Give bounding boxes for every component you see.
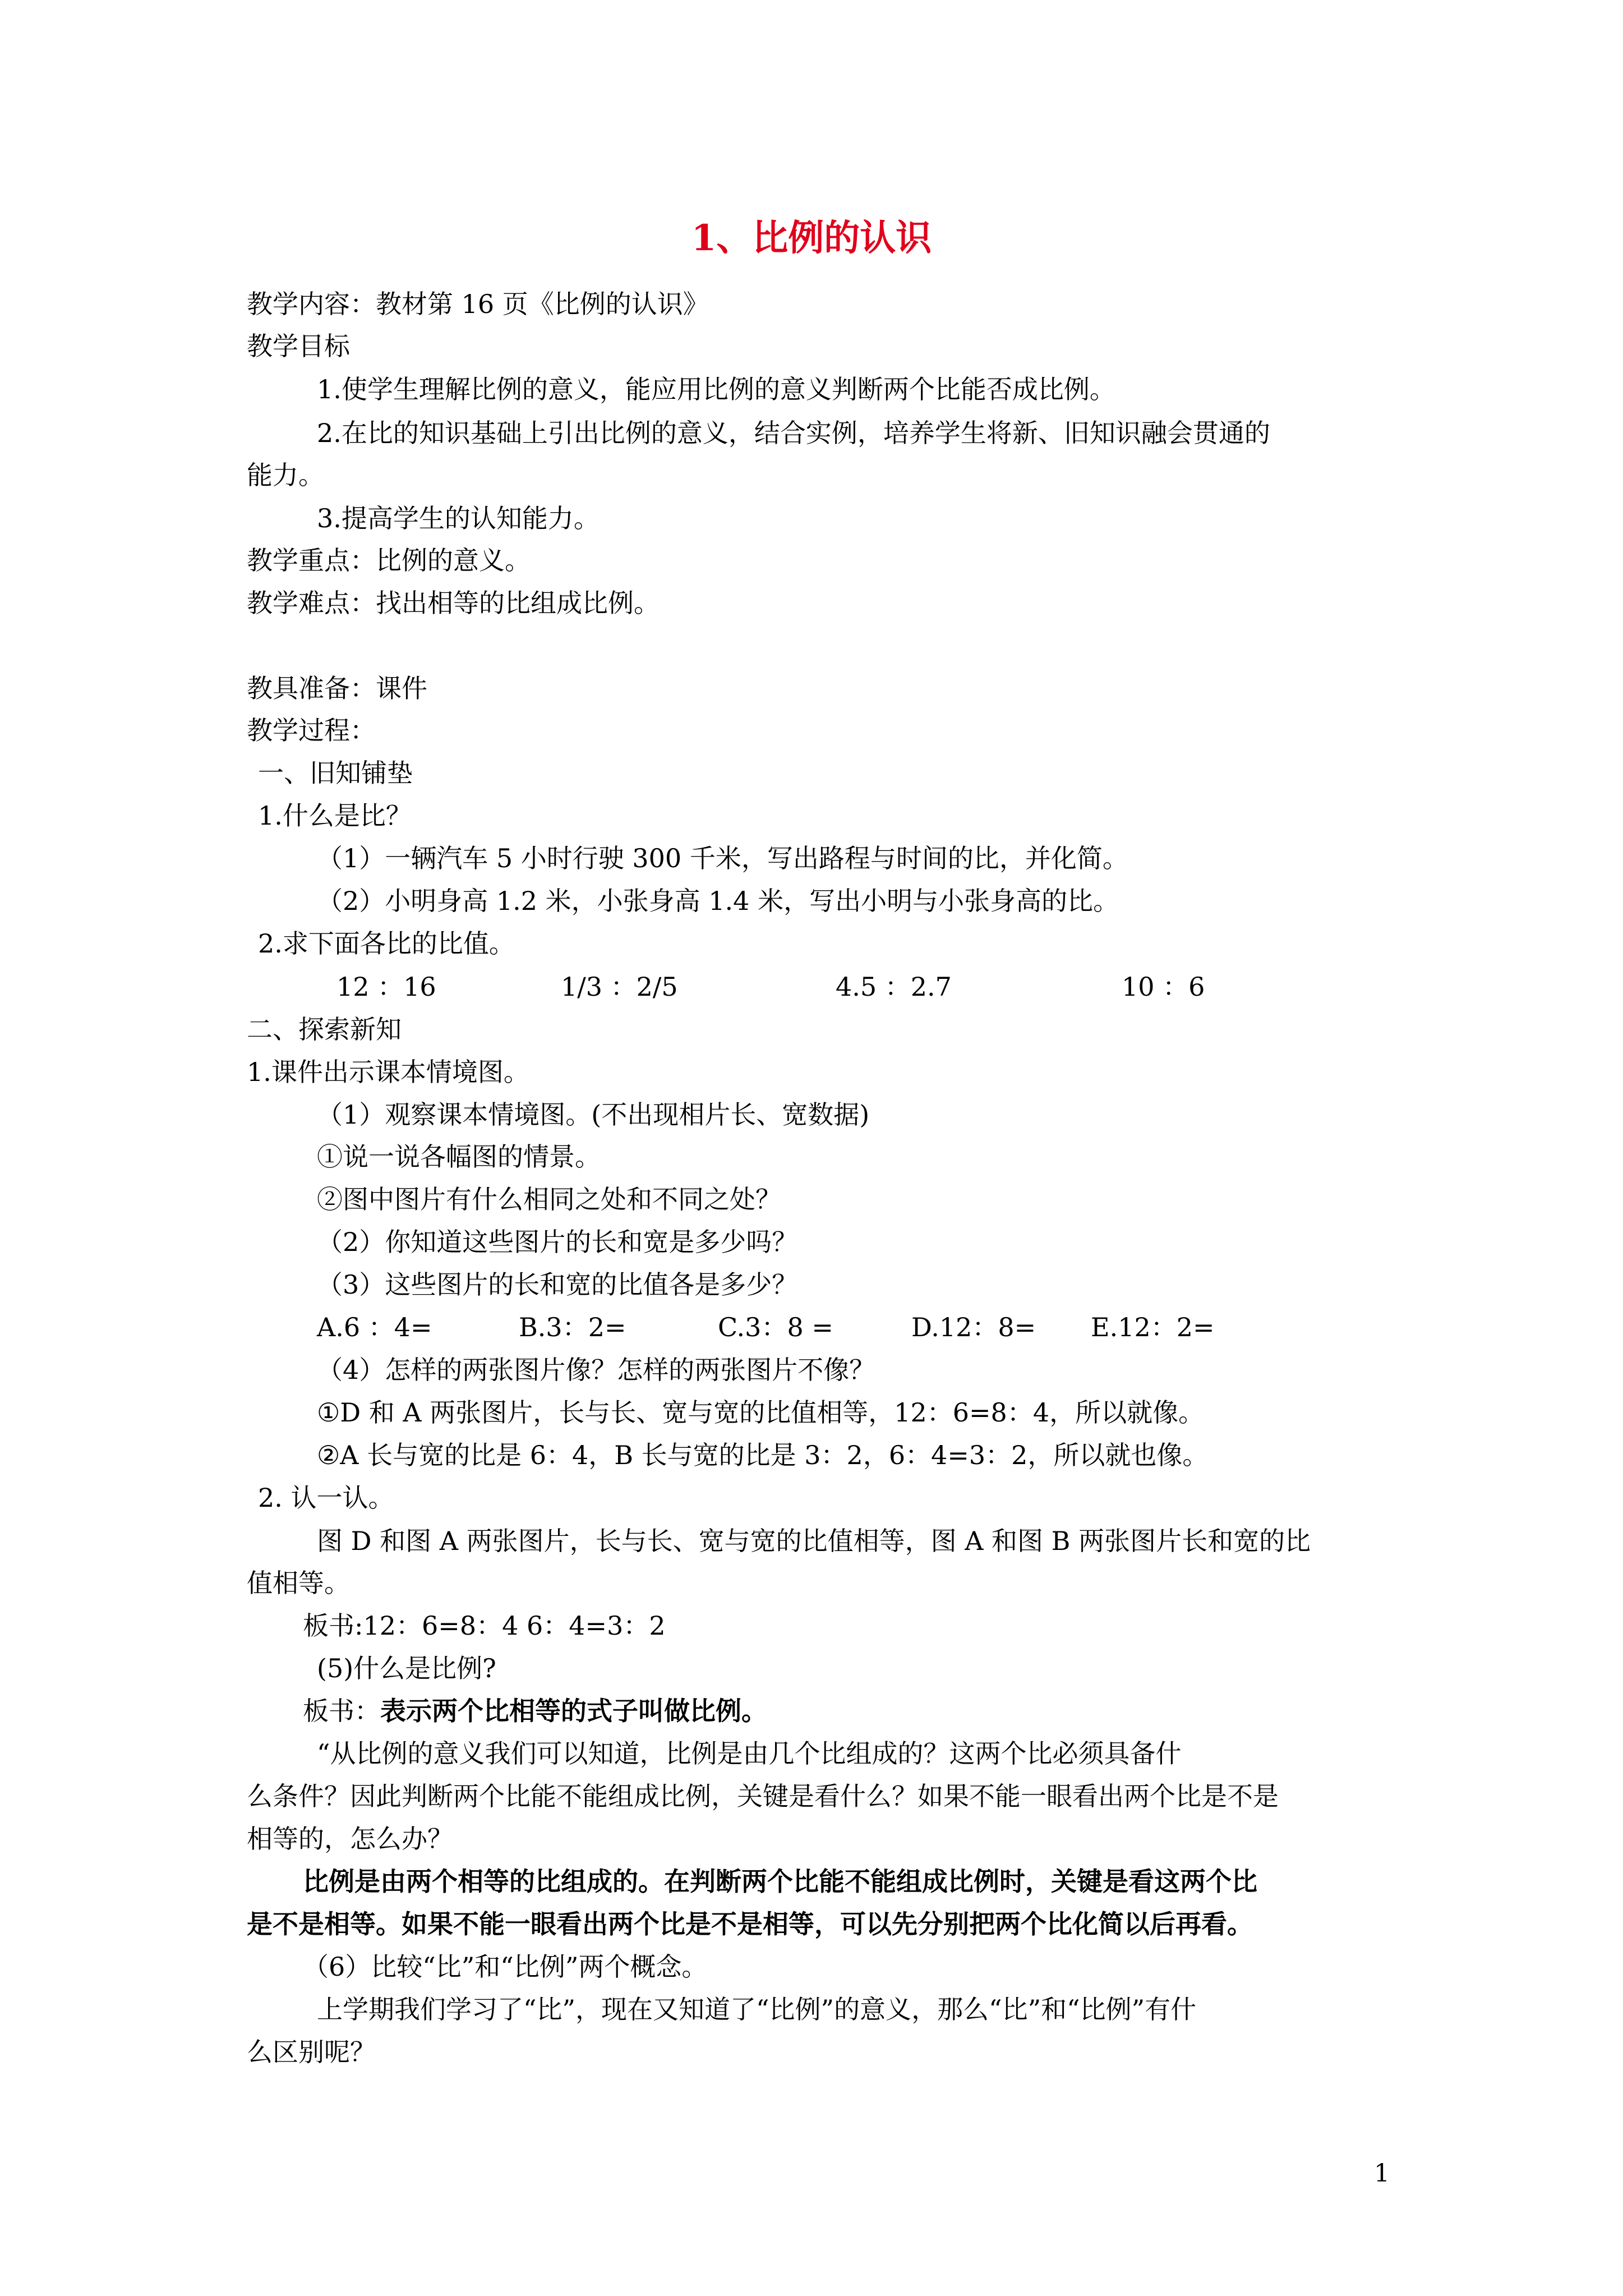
part-1-4-b: ②A 长与宽的比是 6：4，B 长与宽的比是 3：2，6：4=3：2，所以就也像。: [317, 1440, 1209, 1470]
part-5: (5)什么是比例?: [317, 1653, 496, 1683]
part-2-line-1: 图 D 和图 A 两张图片，长与长、宽与宽的比值相等，图 A 和图 B 两张图片长和宽的比: [317, 1526, 1311, 1556]
part-1: 1.课件出示课本情境图。: [247, 1057, 529, 1087]
tools: 教具准备：课件: [247, 673, 427, 703]
part-6: （6）比较“比”和“比例”两个概念。: [303, 1952, 708, 1982]
board-note-1: 板书:12：6=8：4 6：4=3：2: [303, 1611, 666, 1641]
process-heading: 教学过程：: [247, 715, 376, 746]
ratio-item: 10 ：6: [1122, 972, 1205, 1002]
ratio-item: 12 ：16: [336, 972, 436, 1002]
key-point: 教学重点：比例的意义。: [247, 545, 531, 576]
board-label: 板书：: [303, 1696, 380, 1726]
part-1-1-a: ①说一说各幅图的情景。: [317, 1142, 601, 1172]
content-line: 教学内容：教材第 16 页《比例的认识》: [247, 289, 709, 319]
part-1-3: （3）这些图片的长和宽的比值各是多少？: [317, 1269, 798, 1300]
page-title: 1、比例的认识: [691, 217, 932, 259]
question-1-2: （2）小明身高 1.2 米，小张身高 1.4 米，写出小明与小张身高的比。: [317, 886, 1119, 916]
section-2-heading: 二、探索新知: [247, 1014, 402, 1045]
option-item: D.12：8=: [911, 1312, 1036, 1342]
part-6-line-1: 上学期我们学习了“比”，现在又知道了“比例”的意义，那么“比”和“比例”有什: [317, 1994, 1197, 2024]
goal-1: 1.使学生理解比例的意义，能应用比例的意义判断两个比能否成比例。: [317, 374, 1115, 404]
goals-heading: 教学目标: [247, 331, 350, 361]
option-item: A.6 ：4=: [317, 1312, 432, 1342]
page-number: 1: [1374, 2159, 1390, 2188]
part-1-1-b: ②图中图片有什么相同之处和不同之处？: [317, 1184, 781, 1214]
part-1-2: （2）你知道这些图片的长和宽是多少吗？: [317, 1227, 798, 1257]
board-definition: 表示两个比相等的式子叫做比例。: [380, 1696, 767, 1726]
part-2: 2. 认一认。: [258, 1483, 394, 1513]
part-1-4-a: ①D 和 A 两张图片，长与长、宽与宽的比值相等，12：6=8：4，所以就像。: [317, 1397, 1205, 1428]
quote-line-3: 相等的，怎么办？: [247, 1824, 453, 1854]
goal-3: 3.提高学生的认知能力。: [317, 503, 600, 533]
board-note-2: [303, 1693, 767, 1729]
goal-2-line-2: 能力。: [247, 460, 324, 490]
ratio-item: 1/3 ：2/5: [561, 972, 678, 1002]
ratio-item: 4.5 ：2.7: [836, 972, 952, 1002]
question-1: 1.什么是比？: [258, 800, 412, 831]
question-2: 2.求下面各比的比值。: [258, 928, 515, 959]
option-item: B.3：2=: [519, 1312, 626, 1342]
bold-line-1: 比例是由两个相等的比组成的。在判断两个比能不能组成比例时，关键是看这两个比: [303, 1866, 1257, 1897]
section-1-heading: 一、旧知铺垫: [258, 758, 413, 788]
option-item: C.3：8 =: [718, 1312, 833, 1342]
goal-2-line-1: 2.在比的知识基础上引出比例的意义，结合实例，培养学生将新、旧知识融会贯通的: [317, 418, 1270, 448]
option-item: E.12：2=: [1091, 1312, 1215, 1342]
part-1-4: （4）怎样的两张图片像？怎样的两张图片不像？: [317, 1355, 875, 1385]
part-6-line-2: 么区别呢？: [247, 2037, 376, 2067]
part-2-line-2: 值相等。: [247, 1568, 350, 1598]
difficulty: 教学难点：找出相等的比组成比例。: [247, 588, 660, 618]
quote-line-2: 么条件？因此判断两个比能不能组成比例，关键是看什么？如果不能一眼看出两个比是不是: [247, 1781, 1279, 1811]
question-1-1: （1）一辆汽车 5 小时行驶 300 千米，写出路程与时间的比，并化简。: [317, 843, 1128, 873]
part-1-1: （1）观察课本情境图。(不出现相片长、宽数据): [317, 1099, 870, 1130]
quote-line-1: “从比例的意义我们可以知道，比例是由几个比组成的？这两个比必须具备什: [317, 1738, 1182, 1769]
bold-line-2: 是不是相等。如果不能一眼看出两个比是不是相等，可以先分别把两个比化简以后再看。: [247, 1909, 1253, 1939]
